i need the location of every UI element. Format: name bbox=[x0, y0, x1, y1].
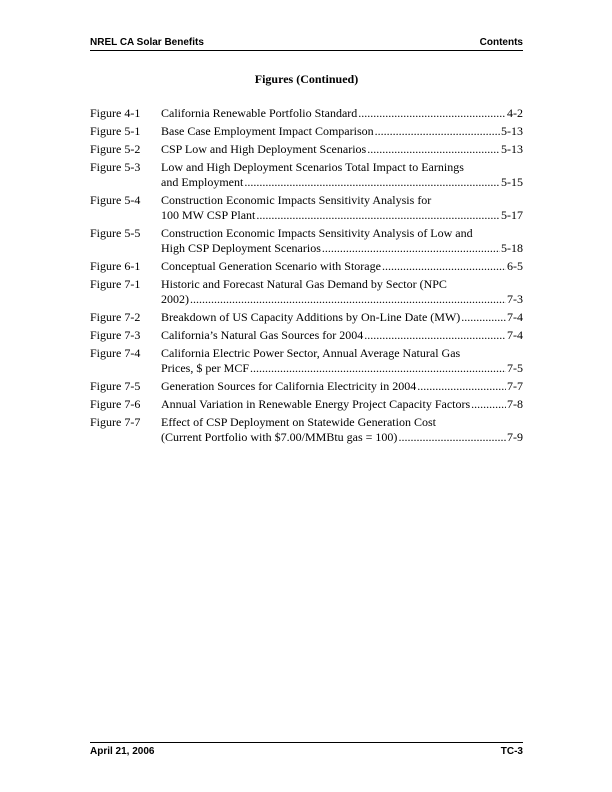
caption-leader-line bbox=[161, 292, 523, 307]
dot-leader bbox=[398, 430, 506, 445]
toc-entry[interactable] bbox=[90, 124, 523, 139]
figure-number: Figure 7-3 bbox=[90, 328, 141, 342]
caption-leader-line bbox=[161, 241, 523, 256]
page-reference[interactable]: 7-9 bbox=[507, 430, 523, 444]
figure-caption bbox=[161, 379, 523, 394]
toc-entry[interactable] bbox=[90, 193, 523, 223]
dot-leader bbox=[244, 175, 500, 190]
dot-leader bbox=[364, 328, 506, 343]
figure-caption bbox=[161, 124, 523, 139]
figure-number: Figure 4-1 bbox=[90, 106, 141, 120]
figure-caption bbox=[161, 259, 523, 274]
page-reference[interactable]: 5-13 bbox=[501, 124, 523, 138]
caption-leader-line bbox=[161, 430, 523, 445]
toc-entry[interactable] bbox=[90, 379, 523, 394]
dot-leader bbox=[256, 208, 500, 223]
toc-entry[interactable] bbox=[90, 397, 523, 412]
caption-leader-line bbox=[161, 361, 523, 376]
page-reference[interactable]: 5-17 bbox=[501, 208, 523, 222]
caption-text: 2002) bbox=[161, 292, 189, 306]
toc-entry[interactable] bbox=[90, 259, 523, 274]
caption-text: Annual Variation in Renewable Energy Project Capacity Factors bbox=[161, 397, 471, 411]
page-reference[interactable]: 7-4 bbox=[507, 310, 523, 324]
figure-caption bbox=[161, 226, 523, 256]
footer-rule bbox=[90, 742, 523, 743]
header-section-name: Contents bbox=[479, 37, 523, 48]
page-reference[interactable]: 5-18 bbox=[501, 241, 523, 255]
page-title: Figures (Continued) bbox=[254, 72, 359, 86]
caption-first-line: Historic and Forecast Natural Gas Demand by Sector (NPC bbox=[161, 277, 447, 291]
caption-text: (Current Portfolio with $7.00/MMBtu gas = 100) bbox=[161, 430, 398, 444]
caption-first-line: California Electric Power Sector, Annual Average Natural Gas bbox=[161, 346, 461, 360]
dot-leader bbox=[375, 124, 500, 139]
caption-leader-line bbox=[161, 124, 523, 139]
caption-text: California’s Natural Gas Sources for 2004 bbox=[161, 328, 364, 342]
page-reference[interactable]: 4-2 bbox=[507, 106, 523, 120]
caption-leader-line bbox=[161, 328, 523, 343]
figure-number: Figure 6-1 bbox=[90, 259, 141, 273]
figure-number: Figure 5-4 bbox=[90, 193, 141, 207]
caption-leader-line bbox=[161, 208, 523, 223]
running-footer bbox=[90, 746, 523, 760]
figure-number: Figure 7-6 bbox=[90, 397, 141, 411]
caption-text: and Employment bbox=[161, 175, 244, 189]
caption-text: Base Case Employment Impact Comparison bbox=[161, 124, 374, 138]
caption-leader-line bbox=[161, 106, 523, 121]
figure-caption bbox=[161, 160, 523, 190]
figure-number: Figure 5-3 bbox=[90, 160, 141, 174]
toc-entry[interactable] bbox=[90, 415, 523, 445]
figure-caption bbox=[161, 277, 523, 307]
dot-leader bbox=[417, 379, 506, 394]
caption-text: Conceptual Generation Scenario with Storage bbox=[161, 259, 381, 273]
caption-first-line: Effect of CSP Deployment on Statewide Generation Cost bbox=[161, 415, 436, 429]
caption-text: 100 MW CSP Plant bbox=[161, 208, 256, 222]
toc-entry[interactable] bbox=[90, 160, 523, 190]
dot-leader bbox=[358, 106, 506, 121]
toc-entry[interactable] bbox=[90, 106, 523, 121]
figure-number: Figure 7-2 bbox=[90, 310, 141, 324]
caption-text: Breakdown of US Capacity Additions by On-Line Date (MW) bbox=[161, 310, 461, 324]
figure-number: Figure 7-7 bbox=[90, 415, 141, 429]
caption-leader-line bbox=[161, 379, 523, 394]
caption-leader-line bbox=[161, 259, 523, 274]
figure-caption bbox=[161, 193, 523, 223]
dot-leader bbox=[471, 397, 506, 412]
caption-text: Generation Sources for California Electricity in 2004 bbox=[161, 379, 417, 393]
toc-entry[interactable] bbox=[90, 310, 523, 325]
toc-entry[interactable] bbox=[90, 142, 523, 157]
page-reference[interactable]: 7-8 bbox=[507, 397, 523, 411]
page-reference[interactable]: 6-5 bbox=[507, 259, 523, 273]
list-of-figures bbox=[90, 106, 523, 448]
figure-caption bbox=[161, 397, 523, 412]
dot-leader bbox=[190, 292, 506, 307]
header-report-title: NREL CA Solar Benefits bbox=[90, 37, 204, 48]
caption-leader-line bbox=[161, 397, 523, 412]
toc-entry[interactable] bbox=[90, 277, 523, 307]
figure-caption bbox=[161, 346, 523, 376]
toc-entry[interactable] bbox=[90, 346, 523, 376]
caption-leader-line bbox=[161, 310, 523, 325]
caption-leader-line bbox=[161, 175, 523, 190]
figure-number: Figure 5-1 bbox=[90, 124, 141, 138]
running-header bbox=[90, 37, 523, 51]
figure-caption bbox=[161, 415, 523, 445]
dot-leader bbox=[461, 310, 506, 325]
figure-number: Figure 5-5 bbox=[90, 226, 141, 240]
dot-leader bbox=[367, 142, 500, 157]
caption-first-line: Construction Economic Impacts Sensitivity Analysis for bbox=[161, 193, 432, 207]
footer-date: April 21, 2006 bbox=[90, 746, 155, 757]
page-reference[interactable]: 7-5 bbox=[507, 361, 523, 375]
header-rule bbox=[90, 50, 523, 51]
page-reference[interactable]: 5-13 bbox=[501, 142, 523, 156]
caption-first-line: Low and High Deployment Scenarios Total Impact to Earnings bbox=[161, 160, 464, 174]
toc-entry[interactable] bbox=[90, 328, 523, 343]
caption-first-line: Construction Economic Impacts Sensitivity Analysis of Low and bbox=[161, 226, 473, 240]
figure-number: Figure 5-2 bbox=[90, 142, 141, 156]
figure-number: Figure 7-5 bbox=[90, 379, 141, 393]
figure-number: Figure 7-4 bbox=[90, 346, 141, 360]
figure-caption bbox=[161, 310, 523, 325]
dot-leader bbox=[382, 259, 506, 274]
footer-page-number: TC-3 bbox=[500, 746, 523, 757]
caption-text: High CSP Deployment Scenarios bbox=[161, 241, 321, 255]
caption-leader-line bbox=[161, 142, 523, 157]
figure-caption bbox=[161, 142, 523, 157]
dot-leader bbox=[322, 241, 500, 256]
figure-caption bbox=[161, 328, 523, 343]
page-reference[interactable]: 7-3 bbox=[507, 292, 523, 306]
page-reference[interactable]: 5-15 bbox=[501, 175, 523, 189]
caption-text: California Renewable Portfolio Standard bbox=[161, 106, 358, 120]
caption-text: Prices, $ per MCF bbox=[161, 361, 249, 375]
caption-text: CSP Low and High Deployment Scenarios bbox=[161, 142, 367, 156]
figure-caption bbox=[161, 106, 523, 121]
toc-entry[interactable] bbox=[90, 226, 523, 256]
dot-leader bbox=[250, 361, 506, 376]
page-reference[interactable]: 7-7 bbox=[507, 379, 523, 393]
page-reference[interactable]: 7-4 bbox=[507, 328, 523, 342]
figure-number: Figure 7-1 bbox=[90, 277, 141, 291]
